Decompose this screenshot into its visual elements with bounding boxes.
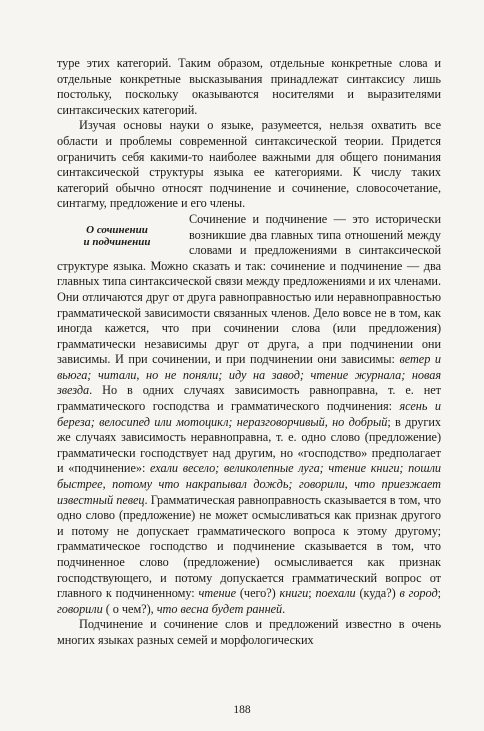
- page-body: [57, 56, 441, 649]
- example-text: чтение: [198, 586, 237, 601]
- paragraph-1: туре этих категорий. Таким образом, отдельные конкретные слова и отдельные конкретные высказывания принадлежат синтаксису лишь постольку, поскольку оказываются носителями и выразителями синтаксических категорий.: [57, 56, 441, 117]
- paragraph-2: Изучая основы науки о языке, разумеется, нельзя охватить все области и проблемы современной синтаксической теории. Придется ограничить себя какими-то наиболее важными для общего понимания синтаксической структуры языка ее категориями. К числу таких категорий обычно относят подчинение и сочинение, словосочетание, синтагму, предложение и его члены.: [57, 118, 441, 211]
- text-run: . Но в одних случаях зависимость равноправна, т. е. нет грамматического господства и грамматического подчинения:: [57, 383, 441, 414]
- example-text: в город: [399, 586, 438, 601]
- margin-heading: [57, 224, 177, 249]
- question-text: (куда?): [355, 586, 400, 601]
- paragraph-3: [57, 212, 441, 617]
- example-text: что весна будет ранней: [156, 601, 283, 616]
- margin-heading-line-2: и подчинении: [83, 236, 151, 249]
- example-text: ехали весело; великолепные луга; чтение книги; пошли быстрее, потому что накрапывал дождь; говорили, что приезжает известный певец: [57, 461, 441, 507]
- text-run: . Грамматическая равноправность сказывается в том, что одно слово (предложение) не может осмысливаться как признак другого и потому не допускает грамматического вопроса к этому другому; грамматическое господство и подчинение сказывается в том, что подчиненное слово (предложение) осмысливается как признак господствующего, и потому допускается грамматический вопрос от главного к подчиненному:: [57, 492, 441, 601]
- example-text: ясень и береза; велосипед или мотоцикл; неразговорчивый, но добрый: [57, 399, 441, 429]
- text-run: ; в других же случаях зависимость неравноправна, т. е. одно слово (предложение) грамматически господствует над другим, но «господство» предполагает и «подчинение»:: [57, 414, 441, 476]
- example-text: поехали: [315, 586, 356, 601]
- text-run: Сочинение и подчинение — это исторически возникшие два главных типа отношений между словами и предложениями в синтаксической структуре языка. Можно сказать и так: сочинение и подчинение — два главных типа синтаксической связи между предложениями и их членами. Они отличаются друг от друга равноправностью или неравноправностью грамматической зависимости связанных членов. Дело вовсе не в том, как иногда кажется, что при сочинении слова (или предложения) грамматически независимы друг от друга, а при подчинении они зависимы. И при сочинении, и при подчинении они зависимы:: [57, 211, 441, 367]
- example-text: говорили: [57, 601, 103, 616]
- text-run: .: [282, 601, 286, 616]
- question-text: ( о чем?),: [102, 601, 157, 616]
- text-run: ;: [308, 586, 316, 601]
- page-number: 188: [233, 704, 251, 716]
- paragraph-4: Подчинение и сочинение слов и предложений известно в очень многих языках разных семей и морфологических: [57, 617, 441, 647]
- margin-heading-line-1: О сочинении: [86, 223, 148, 236]
- text-run: ;: [437, 586, 441, 601]
- example-text: ветер и вьюга; читали, но не поняли; иду на завод; чтение журнала; новая звезда: [57, 352, 441, 398]
- question-text: (чего?): [236, 586, 280, 601]
- example-text: книги: [279, 586, 309, 601]
